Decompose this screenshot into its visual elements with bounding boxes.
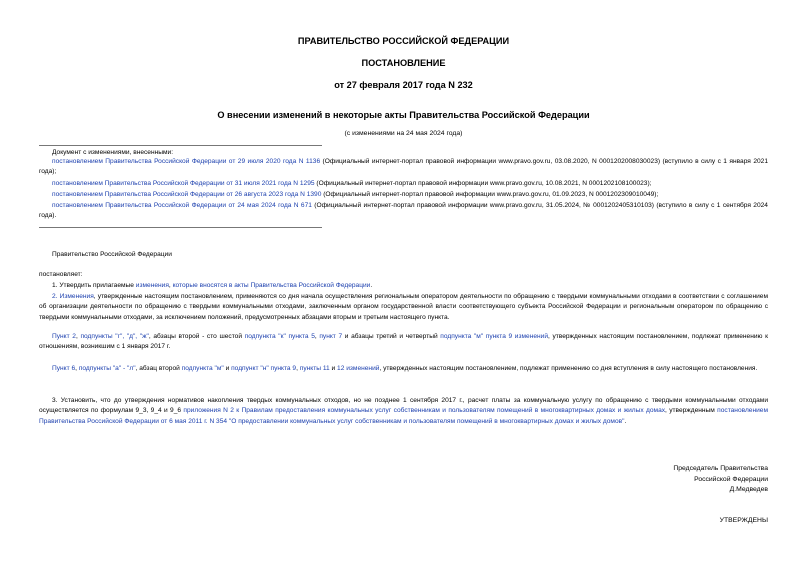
change-item-4	[39, 201, 768, 222]
government-header: ПРАВИТЕЛЬСТВО РОССИЙСКОЙ ФЕДЕРАЦИИ	[297, 36, 510, 46]
paragraph-5-link-1[interactable]: приложения N 2 к Правилам предоставления коммунальных услуг собственникам и пользователям помещений в многоквартирных домах и жилых домах	[183, 407, 666, 415]
paragraph-4-text-f: , утвержденных настоящим постановлением, подлежат применению со дня вступления в силу настоящего постановления.	[379, 365, 758, 372]
paragraph-1-text-a: 1. Утвердить прилагаемые	[52, 282, 136, 289]
paragraph-4	[39, 364, 768, 374]
paragraph-3-text-e: , утвержденных настоящим постановлением, подлежат применению к отношениям, возникшим с 1 января 2017 г.	[39, 333, 768, 351]
paragraph-4-link-6[interactable]: 12 изменений	[337, 365, 380, 372]
paragraph-3-link-5[interactable]: подпункта "м" пункта 9 изменений	[440, 333, 549, 340]
change-link-3[interactable]: постановлением Правительства Российской Федерации от 26 августа 2023 года N 1390	[52, 191, 322, 198]
signature-line-1: Председатель Правительства	[673, 465, 768, 472]
paragraph-4-link-3[interactable]: подпункта "м"	[181, 365, 224, 372]
paragraph-4-link-5[interactable]: пункты 11	[299, 365, 330, 372]
signature-block	[673, 464, 768, 496]
paragraph-4-text-e: и	[329, 365, 338, 372]
paragraph-3-text-b: , абзацы второй - сто шестой	[148, 333, 245, 340]
paragraph-2	[39, 292, 768, 323]
document-title: О внесении изменений в некоторые акты Правительства Российской Федерации	[217, 110, 590, 120]
paragraph-1-text-c: .	[370, 282, 373, 289]
paragraph-3	[39, 332, 768, 353]
document-subtitle: (с изменениями на 24 мая 2024 года)	[344, 130, 463, 137]
change-item-1	[39, 157, 768, 178]
paragraph-4-text-a: ,	[75, 365, 79, 372]
paragraph-5	[39, 396, 768, 427]
change-link-4[interactable]: постановлением Правительства Российской Федерации от 24 мая 2024 года N 671	[52, 202, 312, 209]
signature-line-2: Российской Федерации	[694, 475, 768, 483]
paragraph-4-link-2[interactable]: подпункты "а" - "л"	[78, 365, 136, 372]
paragraph-2-link[interactable]: 2. Изменения	[52, 293, 94, 300]
paragraph-2-text: , утвержденные настоящим постановлением, применяются со дня начала осуществления региональным оператором деятельности по обращению с твердыми коммунальными отходами в соответствии с соглашением об организации деятельности по обращению с твердыми коммунальными отходами, заключенным органом государственной власти соответствующего субъекта Российской Федерации и региональным оператором по обращению с твердыми коммунальными отходами, за исключением положений, предусмотренных абзацами вторым и третьим настоящего пункта.	[39, 293, 768, 321]
paragraph-3-link-1[interactable]: Пункт 2	[52, 333, 76, 340]
change-text-3: (Официальный интернет-портал правовой информации www.pravo.gov.ru, 01.09.2023, N 0001202309010049);	[321, 191, 659, 198]
divider-top	[39, 145, 322, 146]
paragraph-3-link-3[interactable]: подпункта "к" пункта 5	[244, 333, 315, 340]
change-item-3	[39, 190, 768, 200]
approved-label: УТВЕРЖДЕНЫ	[719, 517, 768, 524]
changes-intro: Документ с изменениями, внесенными:	[52, 149, 174, 156]
change-link-2[interactable]: постановлением Правительства Российской Федерации от 31 июля 2021 года N 1295	[52, 180, 315, 187]
paragraph-5-text-c: .	[624, 417, 627, 425]
document-date-number: от 27 февраля 2017 года N 232	[334, 80, 473, 90]
change-text-1: (Официальный интернет-портал правовой информации www.pravo.gov.ru, 03.08.2020, N 0001202008030023) (вступило в силу с 1 января 2021 года);	[39, 158, 768, 176]
paragraph-4-link-4[interactable]: подпункт "н" пункта 9	[231, 365, 297, 372]
paragraph-4-text-b: , абзац второй	[135, 365, 182, 372]
paragraph-3-link-4[interactable]: пункт 7	[319, 333, 343, 340]
paragraph-1-link-acts[interactable]: которые вносятся в акты Правительства Российской Федерации	[172, 282, 371, 289]
paragraph-5-text-a: 3. Установить, что до утверждения нормативов накопления твердых коммунальных отходов, но не позднее 1 сентября 2017 г., расчет платы за коммунальную услугу по обращению с твердыми коммунальными отходами осуществляется по формулам 9_3, 9_4 и 9_6	[39, 397, 768, 415]
paragraph-3-text-a: ,	[75, 333, 81, 340]
paragraph-1-link-changes[interactable]: изменения	[135, 282, 169, 289]
change-item-2	[39, 179, 768, 189]
change-text-2: (Официальный интернет-портал правовой информации www.pravo.gov.ru, 10.08.2021, N 0001202108100023);	[314, 180, 652, 187]
paragraph-5-link-2[interactable]: постановлением Правительства Российской Федерации от 6 мая 2011 г. N 354 "О предоставлении коммунальных услуг собственникам и пользователям помещений в многоквартирных домах и жилых домов"	[39, 407, 769, 425]
change-link-1[interactable]: постановлением Правительства Российской Федерации от 29 июля 2020 года N 1136	[52, 158, 321, 165]
paragraph-3-link-2[interactable]: подпункты "г", "д", "ж"	[80, 333, 149, 340]
signature-line-3: Д.Медведев	[729, 486, 768, 494]
decides-line: постановляет:	[39, 271, 83, 278]
paragraph-4-text-d: ,	[296, 365, 300, 372]
document-type: ПОСТАНОВЛЕНИЕ	[361, 58, 446, 68]
change-text-4: (Официальный интернет-портал правовой информации www.pravo.gov.ru, 31.05.2024, № 0001202405310103) (вступило в силу с 1 сентября 2024 года).	[39, 202, 768, 220]
paragraph-4-link-1[interactable]: Пункт 6	[52, 365, 76, 372]
divider-bottom	[39, 227, 322, 228]
paragraph-3-text-c: ,	[314, 333, 320, 340]
paragraph-3-text-d: и абзацы третий и четвертый	[342, 333, 441, 340]
government-line: Правительство Российской Федерации	[52, 251, 172, 258]
paragraph-1-text-b: ,	[168, 282, 173, 289]
paragraph-5-text-b: , утвержденным	[665, 407, 718, 415]
paragraph-4-text-c: и	[223, 365, 232, 372]
paragraph-1	[39, 281, 768, 291]
